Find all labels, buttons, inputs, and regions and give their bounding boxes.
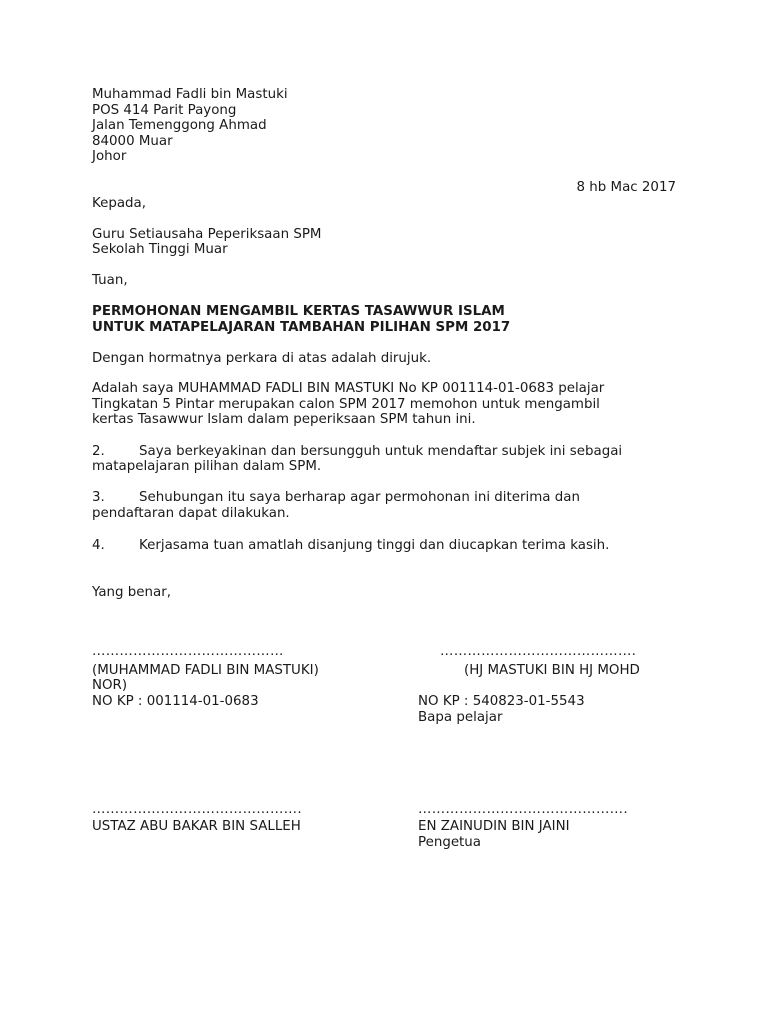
para2-number: 2. [92,444,105,459]
para4-line1: Kerjasama tuan amatlah disanjung tinggi dan diucapkan terima kasih. [139,538,610,553]
sender-name: Muhammad Fadli bin Mastuki [92,87,288,102]
student-id: NO KP : 001114-01-0683 [92,694,259,709]
teacher-name: USTAZ ABU BAKAR BIN SALLEH [92,819,301,834]
student-name: (MUHAMMAD FADLI BIN MASTUKI) [92,663,319,678]
para2-line1: Saya berkeyakinan dan bersungguh untuk mendaftar subjek ini sebagai [139,444,623,459]
father-name: (HJ MASTUKI BIN HJ MOHD [464,663,640,678]
para3-line1: Sehubungan itu saya berharap agar permohonan ini diterima dan [139,490,580,505]
principal-signature-line: ………………………………………. [418,802,628,817]
recipient-title: Guru Setiausaha Peperiksaan SPM [92,227,322,242]
para1-line1: Adalah saya MUHAMMAD FADLI BIN MASTUKI No KP 001114-01-0683 pelajar [92,381,605,396]
para1-line3: kertas Tasawwur Islam dalam peperiksaan SPM tahun ini. [92,412,476,427]
opening-line: Dengan hormatnya perkara di atas adalah dirujuk. [92,351,432,366]
sender-postcode-city: 84000 Muar [92,134,173,149]
salutation: Tuan, [92,273,128,288]
sender-address-line2: Jalan Temenggong Ahmad [92,118,267,133]
principal-name: EN ZAINUDIN BIN JAINI [418,819,570,834]
subject-line1: PERMOHONAN MENGAMBIL KERTAS TASAWWUR ISLAM [92,304,505,319]
father-name-continuation: NOR) [92,678,128,693]
father-role: Bapa pelajar [418,710,503,725]
para3-number: 3. [92,490,105,505]
closing: Yang benar, [92,585,171,600]
teacher-signature-line: ………………………………………. [92,802,302,817]
recipient-to-label: Kepada, [92,196,147,211]
principal-role: Pengetua [418,835,482,850]
father-id: NO KP : 540823-01-5543 [418,694,585,709]
sender-address-line1: POS 414 Parit Payong [92,103,237,118]
para1-line2: Tingkatan 5 Pintar merupakan calon SPM 2017 memohon untuk mengambil [92,397,600,412]
recipient-school: Sekolah Tinggi Muar [92,242,228,257]
student-signature-line: …………………………………… [92,644,284,659]
father-signature-line: ……………………………………. [440,644,637,659]
sender-state: Johor [92,149,127,164]
para4-number: 4. [92,538,105,553]
para3-line2: pendaftaran dapat dilakukan. [92,506,290,521]
subject-line2: UNTUK MATAPELAJARAN TAMBAHAN PILIHAN SPM 2017 [92,320,511,335]
letter-date: 8 hb Mac 2017 [576,180,676,195]
para2-line2: matapelajaran pilihan dalam SPM. [92,459,322,474]
